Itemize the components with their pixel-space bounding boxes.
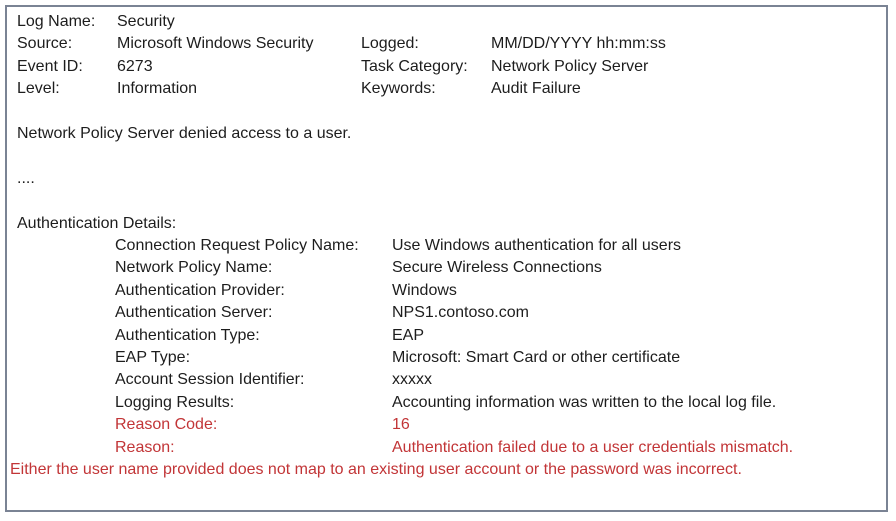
logged-value: MM/DD/YYYY hh:mm:ss bbox=[491, 35, 666, 53]
header-row-eventid-taskcategory bbox=[17, 56, 876, 78]
event-log-panel bbox=[5, 5, 888, 512]
detail-label: Reason Code: bbox=[115, 416, 218, 434]
task-category-value: Network Policy Server bbox=[491, 57, 649, 75]
source-label: Source: bbox=[17, 35, 73, 53]
detail-label: EAP Type: bbox=[115, 349, 191, 367]
detail-row-reason-code bbox=[17, 414, 876, 436]
detail-label: Reason: bbox=[115, 438, 175, 456]
source-value: Microsoft Windows Security bbox=[117, 35, 314, 53]
event-id-label: Event ID: bbox=[17, 57, 83, 75]
event-id-value: 6273 bbox=[117, 57, 153, 75]
ellipsis-text: .... bbox=[17, 169, 35, 187]
log-name-value: Security bbox=[117, 13, 175, 30]
keywords-value: Audit Failure bbox=[491, 80, 581, 98]
blank-line bbox=[17, 145, 876, 167]
logged-label: Logged: bbox=[361, 35, 419, 53]
footer-note: Either the user name provided does not map to an existing user account or the password was incorrect. bbox=[10, 461, 742, 479]
detail-row-authentication-type bbox=[17, 325, 876, 347]
section-title: Authentication Details: bbox=[17, 214, 177, 232]
event-description: Network Policy Server denied access to a user. bbox=[17, 125, 352, 143]
level-label: Level: bbox=[17, 80, 60, 98]
header-blank-label bbox=[361, 11, 491, 33]
detail-row-connection-request-policy bbox=[17, 235, 876, 257]
detail-label: Authentication Provider: bbox=[115, 281, 285, 299]
detail-value: EAP bbox=[392, 326, 425, 344]
detail-value: Authentication failed due to a user credentials mismatch. bbox=[392, 438, 794, 456]
detail-label: Logging Results: bbox=[115, 393, 235, 411]
detail-value: Use Windows authentication for all users bbox=[392, 237, 682, 255]
detail-value: xxxxx bbox=[392, 371, 432, 389]
detail-row-account-session-identifier bbox=[17, 369, 876, 391]
detail-value: Accounting information was written to the local log file. bbox=[392, 393, 777, 411]
detail-value: 16 bbox=[392, 416, 410, 434]
detail-label: Connection Request Policy Name: bbox=[115, 237, 359, 255]
detail-label: Account Session Identifier: bbox=[115, 371, 305, 389]
detail-row-eap-type bbox=[17, 347, 876, 369]
detail-row-authentication-provider bbox=[17, 280, 876, 302]
detail-row-logging-results bbox=[17, 392, 876, 414]
detail-label: Authentication Server: bbox=[115, 304, 273, 322]
detail-value: Secure Wireless Connections bbox=[392, 259, 602, 277]
keywords-label: Keywords: bbox=[361, 80, 436, 98]
log-name-label: Log Name: bbox=[17, 13, 96, 30]
detail-value: NPS1.contoso.com bbox=[392, 304, 529, 322]
detail-row-authentication-server bbox=[17, 302, 876, 324]
task-category-label: Task Category: bbox=[361, 57, 468, 75]
detail-label: Authentication Type: bbox=[115, 326, 260, 344]
detail-label: Network Policy Name: bbox=[115, 259, 273, 277]
header-blank-value bbox=[491, 11, 876, 33]
detail-row-network-policy-name bbox=[17, 257, 876, 279]
level-value: Information bbox=[117, 80, 198, 98]
detail-value: Microsoft: Smart Card or other certificate bbox=[392, 349, 681, 367]
blank-line bbox=[17, 101, 876, 123]
detail-value: Windows bbox=[392, 281, 457, 299]
header-row-log-name bbox=[17, 11, 876, 33]
header-row-level-keywords bbox=[17, 78, 876, 100]
header-row-source-logged bbox=[17, 33, 876, 55]
detail-row-reason bbox=[17, 437, 876, 459]
blank-line bbox=[17, 190, 876, 212]
